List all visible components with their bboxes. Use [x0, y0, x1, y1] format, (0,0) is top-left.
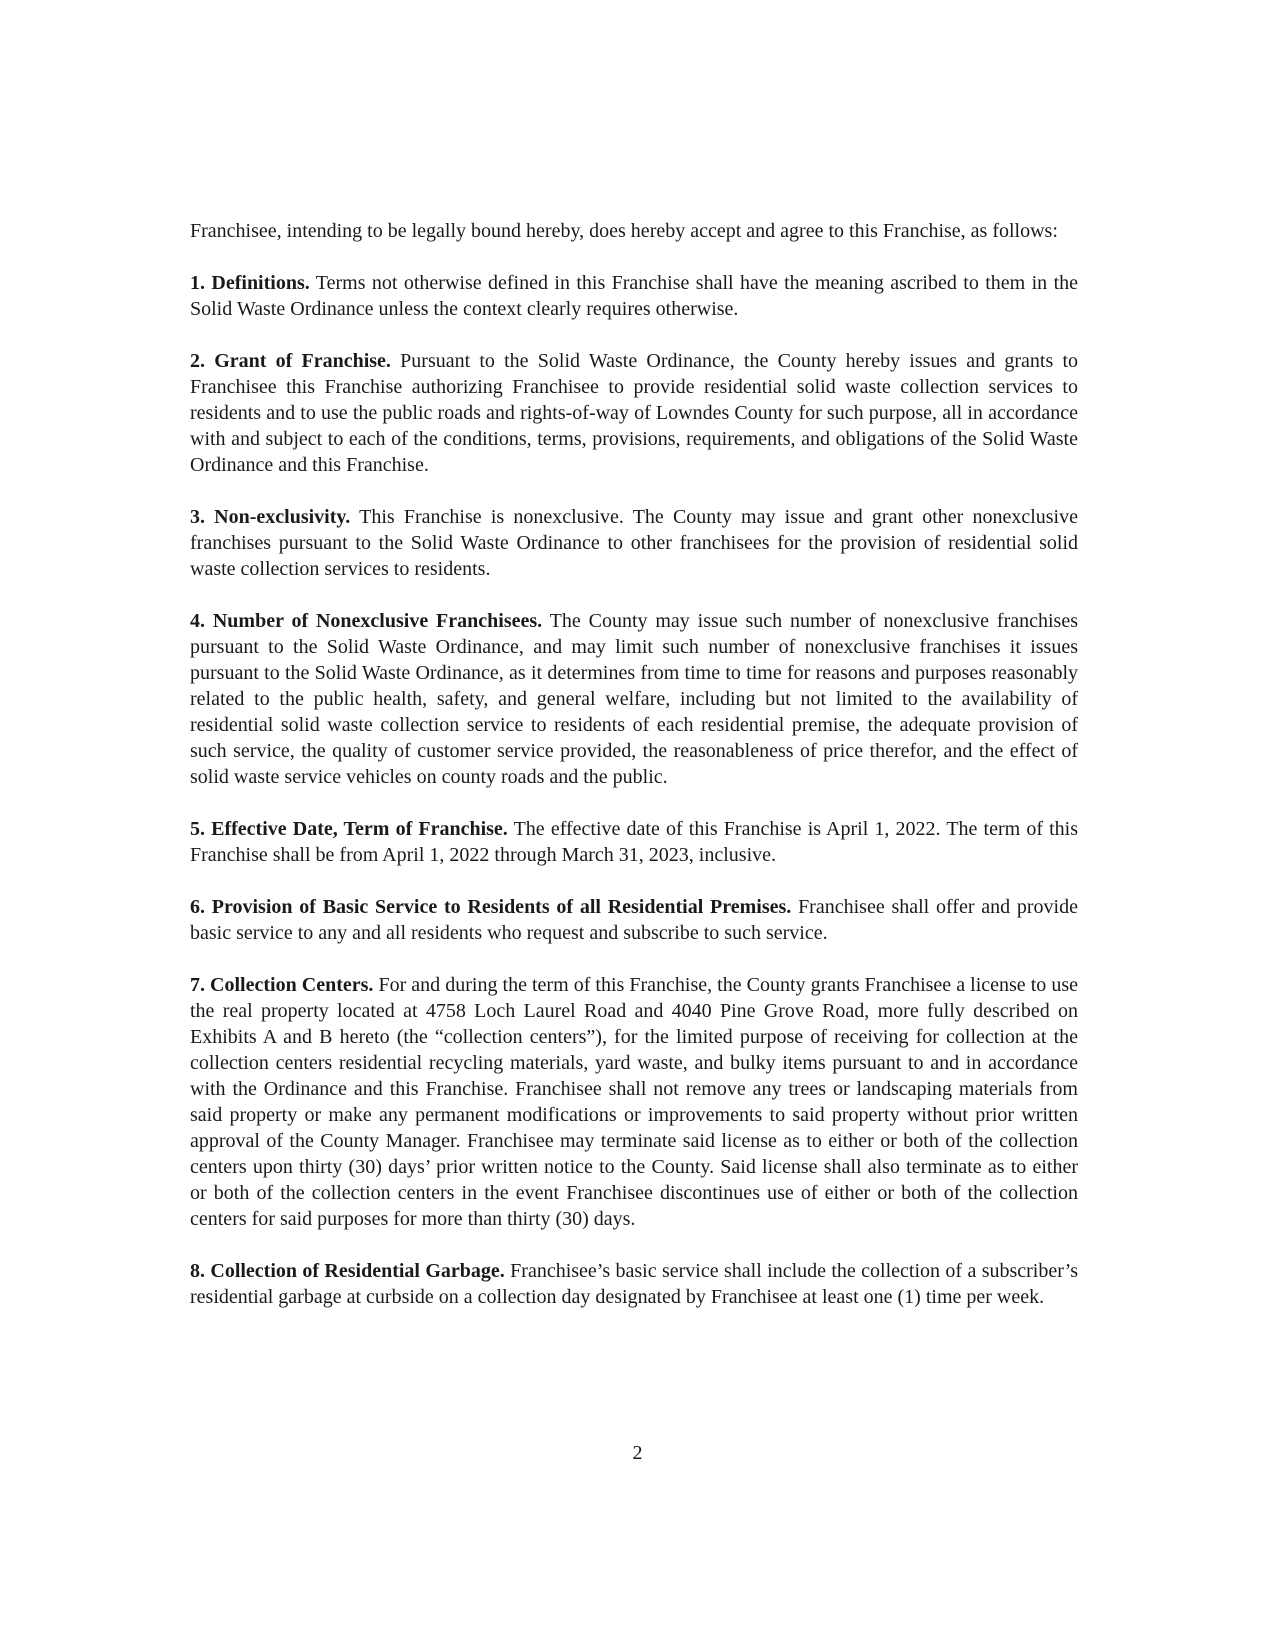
- document-body: [190, 218, 1078, 1336]
- section-basic-service: [190, 894, 1078, 946]
- section-heading: 2. Grant of Franchise.: [190, 350, 391, 372]
- section-heading: 8. Collection of Residential Garbage.: [190, 1260, 505, 1282]
- section-heading: 5. Effective Date, Term of Franchise.: [190, 818, 508, 840]
- section-number-of-franchisees: [190, 608, 1078, 790]
- section-text: This Franchise is nonexclusive. The County may issue and grant other nonexclusive franchises pursuant to the Solid Waste Ordinance to other franchisees for the provision of residential solid waste collection services to residents.: [190, 506, 1078, 580]
- intro-paragraph: Franchisee, intending to be legally bound hereby, does hereby accept and agree to this Franchise, as follows:: [190, 220, 1058, 242]
- section-heading: 4. Number of Nonexclusive Franchisees.: [190, 610, 543, 632]
- section-collection-centers: [190, 972, 1078, 1232]
- section-text: Pursuant to the Solid Waste Ordinance, the County hereby issues and grants to Franchisee this Franchise authorizing Franchisee to provide residential solid waste collection services to residents and to use the public roads and rights-of-way of Lowndes County for such purpose, all in accordance with and subject to each of the conditions, terms, provisions, requirements, and obligations of the Solid Waste Ordinance and this Franchise.: [190, 350, 1079, 476]
- section-text: Terms not otherwise defined in this Franchise shall have the meaning ascribed to them in the Solid Waste Ordinance unless the context clearly requires otherwise.: [190, 272, 1079, 320]
- section-heading: 1. Definitions.: [190, 272, 310, 294]
- section-residential-garbage: [190, 1258, 1078, 1310]
- page-number: 2: [632, 1442, 643, 1464]
- section-heading: 7. Collection Centers.: [190, 974, 374, 996]
- section-non-exclusivity: [190, 504, 1078, 582]
- section-text: The effective date of this Franchise is April 1, 2022. The term of this Franchise shall be from April 1, 2022 through March 31, 2023, inclusive.: [190, 818, 1079, 866]
- section-text: Franchisee shall offer and provide basic service to any and all residents who request and subscribe to such service.: [190, 896, 1078, 944]
- section-text: The County may issue such number of nonexclusive franchises pursuant to the Solid Waste Ordinance, and may limit such number of nonexclusive franchises it issues pursuant to the Solid Waste Ordinance, as it determines from time to time for reasons and purposes reasonably related to the public health, safety, and general welfare, including but not limited to the availability of residential solid waste collection service to residents of each residential premise, the adequate provision of such service, the quality of customer service provided, the reasonableness of price therefor, and the effect of solid waste service vehicles on county roads and the public.: [190, 610, 1078, 788]
- section-text: Franchisee’s basic service shall include the collection of a subscriber’s residential garbage at curbside on a collection day designated by Franchisee at least one (1) time per week.: [190, 1260, 1078, 1308]
- section-heading: 6. Provision of Basic Service to Residents of all Residential Premises.: [190, 896, 792, 918]
- section-heading: 3. Non-exclusivity.: [190, 506, 351, 528]
- section-effective-date: [190, 816, 1078, 868]
- section-definitions: [190, 270, 1078, 322]
- section-grant-of-franchise: [190, 348, 1078, 478]
- section-text: For and during the term of this Franchise, the County grants Franchisee a license to use the real property located at 4758 Loch Laurel Road and 4040 Pine Grove Road, more fully described on Exhibits A and B hereto (the “collection centers”), for the limited purpose of receiving for collection at the collection centers residential recycling materials, yard waste, and bulky items pursuant to and in accordance with the Ordinance and this Franchise. Franchisee shall not remove any trees or landscaping materials from said property or make any permanent modifications or improvements to said property without prior written approval of the County Manager. Franchisee may terminate said license as to either or both of the collection centers upon thirty (30) days’ prior written notice to the County. Said license shall also terminate as to either or both of the collection centers in the event Franchisee discontinues use of either or both of the collection centers for said purposes for more than thirty (30) days.: [190, 974, 1079, 1230]
